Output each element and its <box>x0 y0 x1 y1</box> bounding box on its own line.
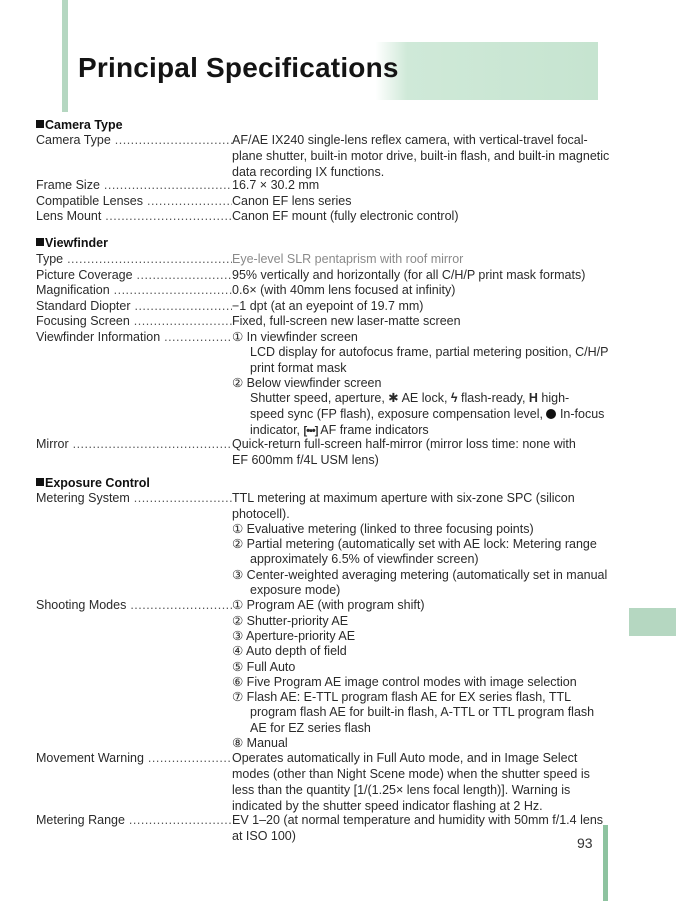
metering-item-evaluative: ① Evaluative metering (linked to three focusing points) <box>232 522 534 536</box>
metering-item-partial: ② Partial metering (automatically set with AE lock: Metering range <box>232 537 597 551</box>
section-heading-viewfinder: Viewfinder <box>36 236 108 250</box>
spec-value-viewfinder-information: ① In viewfinder screen <box>232 330 358 344</box>
spec-value-metering-range: EV 1–20 (at normal temperature and humidity with 50mm f/1.4 lens at ISO 100) <box>232 813 604 843</box>
spec-label-frame-size: Frame Size ..... <box>36 178 232 192</box>
shooting-mode-flash-ae: ⑦ Flash AE: E-TTL program flash AE for EX series flash, TTL <box>232 690 572 704</box>
spec-value-movement-warning: Operates automatically in Full Auto mode, and in Image Select modes (other than Night Scene mode) when the shutter speed is less than the quantity [1/(1.25× lens focal length)]. Warning is indicated by the shutter speed indicator flashing at 2 Hz. <box>232 751 590 813</box>
spec-label-shooting-modes: Shooting Modes ..... <box>36 598 232 612</box>
spec-label-metering-system: Metering System ..... <box>36 491 232 505</box>
shooting-mode-auto-dof: ④ Auto depth of field <box>232 644 347 658</box>
spec-value-focusing-screen: Fixed, full-screen new laser-matte screen <box>232 314 461 328</box>
spec-label-magnification: Magnification ..... <box>36 283 232 297</box>
spec-value-metering-system: TTL metering at maximum aperture with six-zone SPC (silicon photocell). <box>232 491 575 521</box>
spec-label-focusing-screen: Focusing Screen ..... <box>36 314 232 328</box>
spec-label-movement-warning: Movement Warning ..... <box>36 751 232 765</box>
spec-value-camera-type: AF/AE IX240 single-lens reflex camera, with vertical-travel focal- plane shutter, built-in motor drive, built-in flash, and built-in magnetic data recording IX functions. <box>232 133 610 179</box>
spec-value-magnification: 0.6× (with 40mm lens focused at infinity) <box>232 283 456 297</box>
shooting-mode-aperture-priority: ③ Aperture-priority AE <box>232 629 356 643</box>
shooting-mode-flash-ae-cont: program flash AE for built-in flash, A-TTL or TTL program flash AE for EZ series flash <box>250 705 595 735</box>
square-bullet-icon <box>36 478 44 486</box>
viewfinder-info-below-screen: Shutter speed, aperture, ✱ AE lock, ϟ flash-ready, H high- speed sync (FP flash), exposure compensation level, In-focus indicator, [•▪•] AF frame indicators <box>250 391 605 437</box>
spec-label-camera-type: Camera Type ..... <box>36 133 232 147</box>
shooting-mode-manual: ⑧ Manual <box>232 736 288 750</box>
in-focus-dot-icon <box>546 409 556 419</box>
spec-label-lens-mount: Lens Mount ..... <box>36 209 232 223</box>
square-bullet-icon <box>36 238 44 246</box>
spec-label-mirror: Mirror ..... <box>36 437 232 451</box>
shooting-mode-full-auto: ⑤ Full Auto <box>232 660 296 674</box>
high-speed-sync-icon: H <box>528 391 538 405</box>
metering-item-partial-cont: approximately 6.5% of viewfinder screen) <box>250 552 479 566</box>
spec-label-viewfinder-information: Viewfinder Information ..... <box>36 330 232 344</box>
spec-value-mirror: Quick-return full-screen half-mirror (mirror loss time: none with EF 600mm f/4L USM lens) <box>232 437 576 467</box>
ae-lock-asterisk-icon: ✱ <box>388 391 399 405</box>
spec-label-picture-coverage: Picture Coverage ..... <box>36 268 232 282</box>
shooting-mode-program-ae: ① Program AE (with program shift) <box>232 598 425 612</box>
page-title: Principal Specifications <box>78 52 399 83</box>
shooting-mode-shutter-priority: ② Shutter-priority AE <box>232 614 349 628</box>
spec-label-compatible-lenses: Compatible Lenses ..... <box>36 194 232 208</box>
spec-value-lens-mount: Canon EF mount (fully electronic control) <box>232 209 459 223</box>
square-bullet-icon <box>36 120 44 128</box>
spec-label-standard-diopter: Standard Diopter ..... <box>36 299 232 313</box>
page-number: 93 <box>577 835 593 851</box>
section-heading-camera-type: Camera Type <box>36 118 123 132</box>
spec-label-type: Type ..... <box>36 252 232 266</box>
metering-item-center-weighted: ③ Center-weighted averaging metering (automatically set in manual <box>232 568 608 582</box>
spec-value-compatible-lenses: Canon EF lens series <box>232 194 352 208</box>
viewfinder-info-in-screen: LCD display for autofocus frame, partial metering position, C/H/P print format mask <box>250 345 609 375</box>
metering-item-center-weighted-cont: exposure mode) <box>250 583 341 597</box>
flash-ready-icon: ϟ <box>450 391 458 405</box>
spec-value-picture-coverage: 95% vertically and horizontally (for all C/H/P print mask formats) <box>232 268 586 282</box>
spec-label-metering-range: Metering Range ..... <box>36 813 232 827</box>
af-frame-icon: [•▪•] <box>303 425 318 437</box>
spec-value-frame-size: 16.7 × 30.2 mm <box>232 178 320 192</box>
green-bottom-bar <box>603 825 608 901</box>
section-heading-exposure-control: Exposure Control <box>36 476 150 490</box>
spec-value-standard-diopter: −1 dpt (at an eyepoint of 19.7 mm) <box>232 299 424 313</box>
shooting-mode-image-control: ⑥ Five Program AE image control modes with image selection <box>232 675 577 689</box>
spec-value-type: Eye-level SLR pentaprism with roof mirror <box>232 252 464 266</box>
viewfinder-info-below-heading: ② Below viewfinder screen <box>232 376 382 390</box>
green-edge-tab <box>629 608 676 636</box>
